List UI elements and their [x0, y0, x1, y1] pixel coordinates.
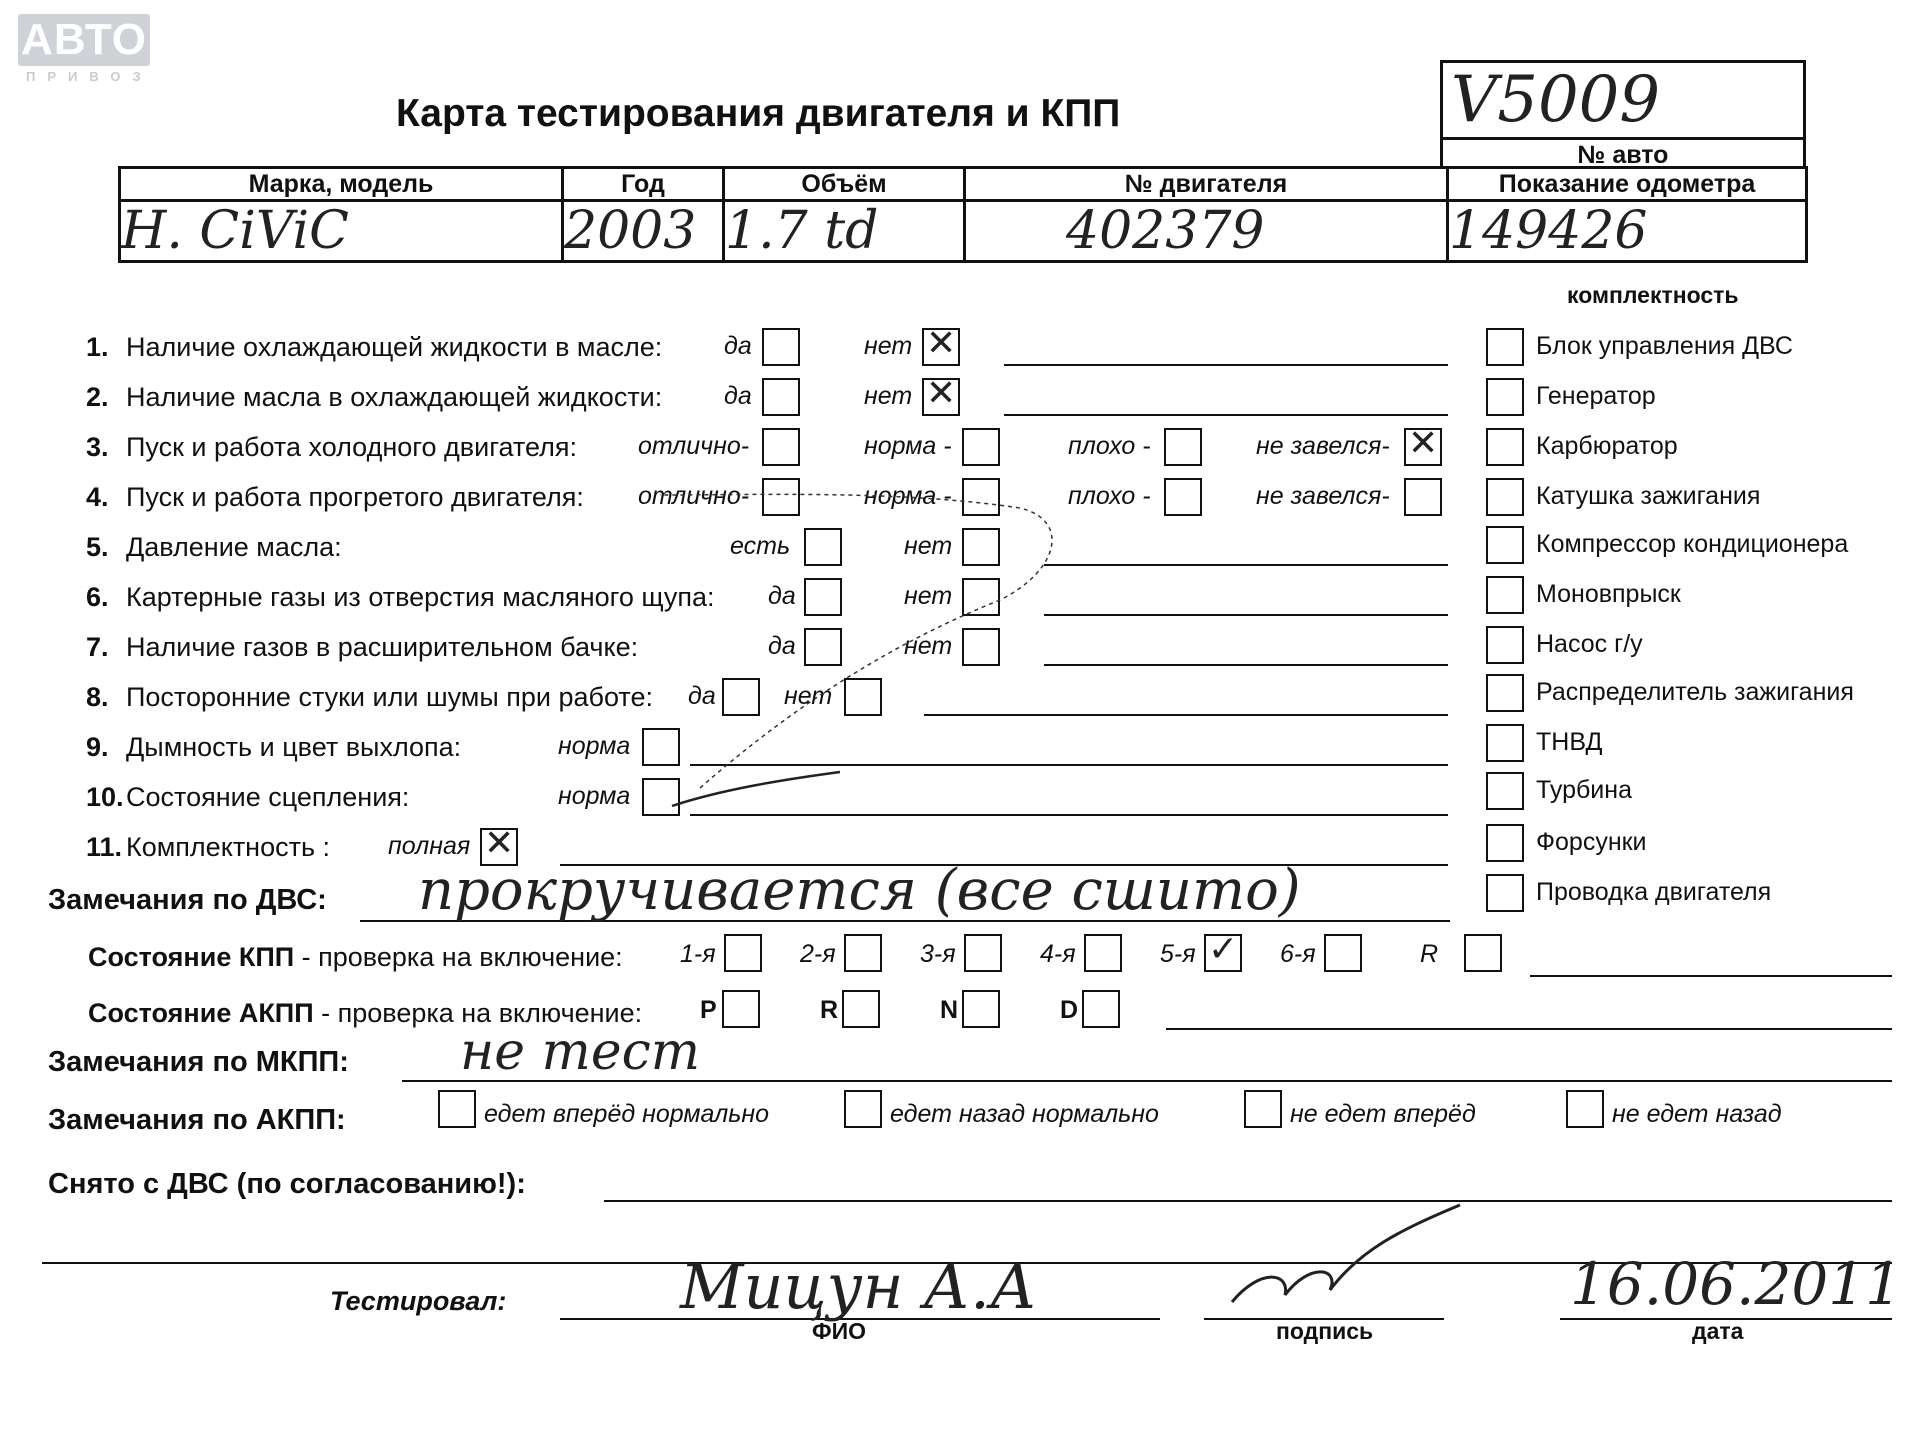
- header-odometer: Показание одометра: [1448, 168, 1807, 201]
- page-title: Карта тестирования двигателя и КПП: [396, 92, 1121, 135]
- question-6-text: Картерные газы из отверстия масляного щупа:: [126, 582, 715, 612]
- dvs-remarks-label: Замечания по ДВС:: [48, 884, 327, 916]
- akpp-mode-r-label: R: [820, 996, 839, 1024]
- question-3-text: Пуск и работа холодного двигателя:: [126, 432, 577, 462]
- question-2-opt-no-label: нет: [864, 382, 913, 410]
- question-2-text: Наличие масла в охлаждающей жидкости:: [126, 382, 663, 412]
- akpp-remark-option-3-label: не едет вперёд: [1290, 1100, 1476, 1128]
- question-7-number: 7.: [86, 632, 109, 662]
- komplekt-item-5-label: Компрессор кондиционера: [1536, 530, 1849, 558]
- mkpp-remarks-label: Замечания по МКПП:: [48, 1046, 349, 1078]
- value-make-model: H. CiViC: [120, 201, 563, 262]
- question-5-opt-no-label: нет: [904, 532, 953, 560]
- akpp-mode-d-label: D: [1060, 996, 1079, 1024]
- fio-value: Мицун А.А: [680, 1250, 1037, 1323]
- date-caption: дата: [1692, 1318, 1744, 1344]
- akpp-remark-option-4-label: не едет назад: [1612, 1100, 1782, 1128]
- dvs-remarks-value: прокручивается (все сшито): [418, 858, 1301, 923]
- akpp-label-rest: - проверка на включение:: [313, 998, 643, 1028]
- question-3-nostart-checkbox-mark: ✕: [1408, 423, 1439, 464]
- question-2-number: 2.: [86, 382, 109, 412]
- question-10-normal-label: норма: [558, 782, 631, 810]
- akpp-remarks-label: Замечания по АКПП:: [48, 1104, 346, 1136]
- question-11-full-checkbox-mark: ✕: [484, 823, 515, 864]
- kpp-gear-6-label: 6-я: [1280, 940, 1316, 968]
- akpp-mode-n-label: N: [940, 996, 959, 1024]
- question-1-opt-no-checkbox-mark: ✕: [926, 323, 957, 364]
- header-volume: Объём: [724, 168, 965, 201]
- value-odometer: 149426: [1448, 201, 1807, 262]
- question-3-excellent-label: отлично-: [638, 432, 750, 460]
- question-9-normal-label: норма: [558, 732, 631, 760]
- auto-number-label: № авто: [1443, 137, 1803, 170]
- akpp-mode-p-label: P: [700, 996, 717, 1024]
- komplekt-item-3-label: Карбюратор: [1536, 432, 1678, 460]
- kpp-gear-7-label: R: [1420, 940, 1439, 968]
- question-4-bad-label: плохо -: [1068, 482, 1151, 510]
- logo-main-text: АВТО: [18, 14, 150, 66]
- kpp-gear-2-label: 2-я: [800, 940, 836, 968]
- value-engine-number: 402379: [965, 201, 1448, 262]
- komplekt-item-6-label: Моновпрыск: [1536, 580, 1681, 608]
- kpp-gear-5-label: 5-я: [1160, 940, 1196, 968]
- kpp-label-rest: - проверка на включение:: [294, 942, 623, 972]
- kpp-gear-5-checkbox-mark: ✓: [1208, 929, 1239, 970]
- question-3-number: 3.: [86, 432, 109, 462]
- komplekt-item-11-label: Форсунки: [1536, 828, 1647, 856]
- question-6-number: 6.: [86, 582, 109, 612]
- komplekt-item-9-label: ТНВД: [1536, 728, 1603, 756]
- question-8-text: Посторонние стуки или шумы при работе:: [126, 682, 653, 712]
- question-1-opt-yes-label: да: [724, 332, 752, 360]
- question-6-opt-no-label: нет: [904, 582, 953, 610]
- signature-mark: [1232, 1205, 1460, 1302]
- komplekt-item-7-label: Насос г/у: [1536, 630, 1643, 658]
- question-10-text: Состояние сцепления:: [126, 782, 410, 812]
- question-8-opt-no-label: нет: [784, 682, 833, 710]
- fio-caption: ФИО: [812, 1318, 867, 1344]
- date-value: 16.06.2011: [1570, 1250, 1903, 1318]
- question-10-number: 10.: [86, 782, 124, 812]
- komplekt-item-4-label: Катушка зажигания: [1536, 482, 1761, 510]
- akpp-remark-option-2-label: едет назад нормально: [890, 1100, 1159, 1128]
- kpp-label-bold: Состояние КПП: [88, 942, 295, 972]
- komplekt-item-12-label: Проводка двигателя: [1536, 878, 1772, 906]
- question-2-opt-no-checkbox-mark: ✕: [926, 373, 957, 414]
- dashed-scribble: [660, 494, 1052, 788]
- question-1-number: 1.: [86, 332, 109, 362]
- removed-label: Снято с ДВС (по согласованию!):: [48, 1168, 526, 1200]
- akpp-label-bold: Состояние АКПП: [88, 998, 314, 1028]
- question-2-opt-yes-label: да: [724, 382, 752, 410]
- question-9-text: Дымность и цвет выхлопа:: [126, 732, 462, 762]
- question-8-opt-yes-label: да: [688, 682, 716, 710]
- question-7-opt-no-label: нет: [904, 632, 953, 660]
- tested-label: Тестировал:: [330, 1286, 507, 1316]
- question-4-nostart-label: не завелся-: [1256, 482, 1390, 510]
- mkpp-remarks-value: не тест: [460, 1022, 701, 1082]
- question-9-number: 9.: [86, 732, 109, 762]
- logo-sub-text: ПРИВОЗ: [26, 69, 153, 84]
- question-4-normal-label: норма -: [864, 482, 952, 510]
- value-year: 2003: [563, 201, 724, 262]
- question-5-text: Давление масла:: [126, 532, 342, 562]
- komplekt-title: комплектность: [1567, 282, 1739, 308]
- question-1-text: Наличие охлаждающей жидкости в масле:: [126, 332, 663, 362]
- question-3-nostart-label: не завелся-: [1256, 432, 1390, 460]
- question-6-opt-yes-label: да: [768, 582, 796, 610]
- question-3-normal-label: норма -: [864, 432, 952, 460]
- question-5-number: 5.: [86, 532, 109, 562]
- auto-number-value: V5009: [1451, 63, 1661, 137]
- question-1-opt-no-label: нет: [864, 332, 913, 360]
- header-year: Год: [563, 168, 724, 201]
- kpp-gear-4-label: 4-я: [1040, 940, 1076, 968]
- header-engine-number: № двигателя: [965, 168, 1448, 201]
- question-11-number: 11.: [86, 832, 123, 862]
- signature-caption: подпись: [1276, 1318, 1374, 1344]
- kpp-gear-3-label: 3-я: [920, 940, 956, 968]
- question-11-full-label: полная: [388, 832, 471, 860]
- komplekt-item-1-label: Блок управления ДВС: [1536, 332, 1793, 360]
- kpp-gear-1-label: 1-я: [680, 940, 716, 968]
- question-4-number: 4.: [86, 482, 109, 512]
- value-volume: 1.7 td: [724, 201, 965, 262]
- clutch-stroke: [672, 772, 840, 806]
- question-3-bad-label: плохо -: [1068, 432, 1151, 460]
- komplekt-item-8-label: Распределитель зажигания: [1536, 678, 1854, 706]
- header-make-model: Марка, модель: [120, 168, 563, 201]
- akpp-remark-option-1-label: едет вперёд нормально: [484, 1100, 770, 1128]
- komplekt-item-10-label: Турбина: [1536, 776, 1632, 804]
- question-4-text: Пуск и работа прогретого двигателя:: [126, 482, 584, 512]
- question-4-excellent-label: отлично-: [638, 482, 750, 510]
- question-8-number: 8.: [86, 682, 109, 712]
- question-7-text: Наличие газов в расширительном бачке:: [126, 632, 639, 662]
- komplekt-item-2-label: Генератор: [1536, 382, 1656, 410]
- question-11-text: Комплектность :: [126, 832, 331, 862]
- question-5-opt-yes-label: есть: [730, 532, 791, 560]
- question-7-opt-yes-label: да: [768, 632, 796, 660]
